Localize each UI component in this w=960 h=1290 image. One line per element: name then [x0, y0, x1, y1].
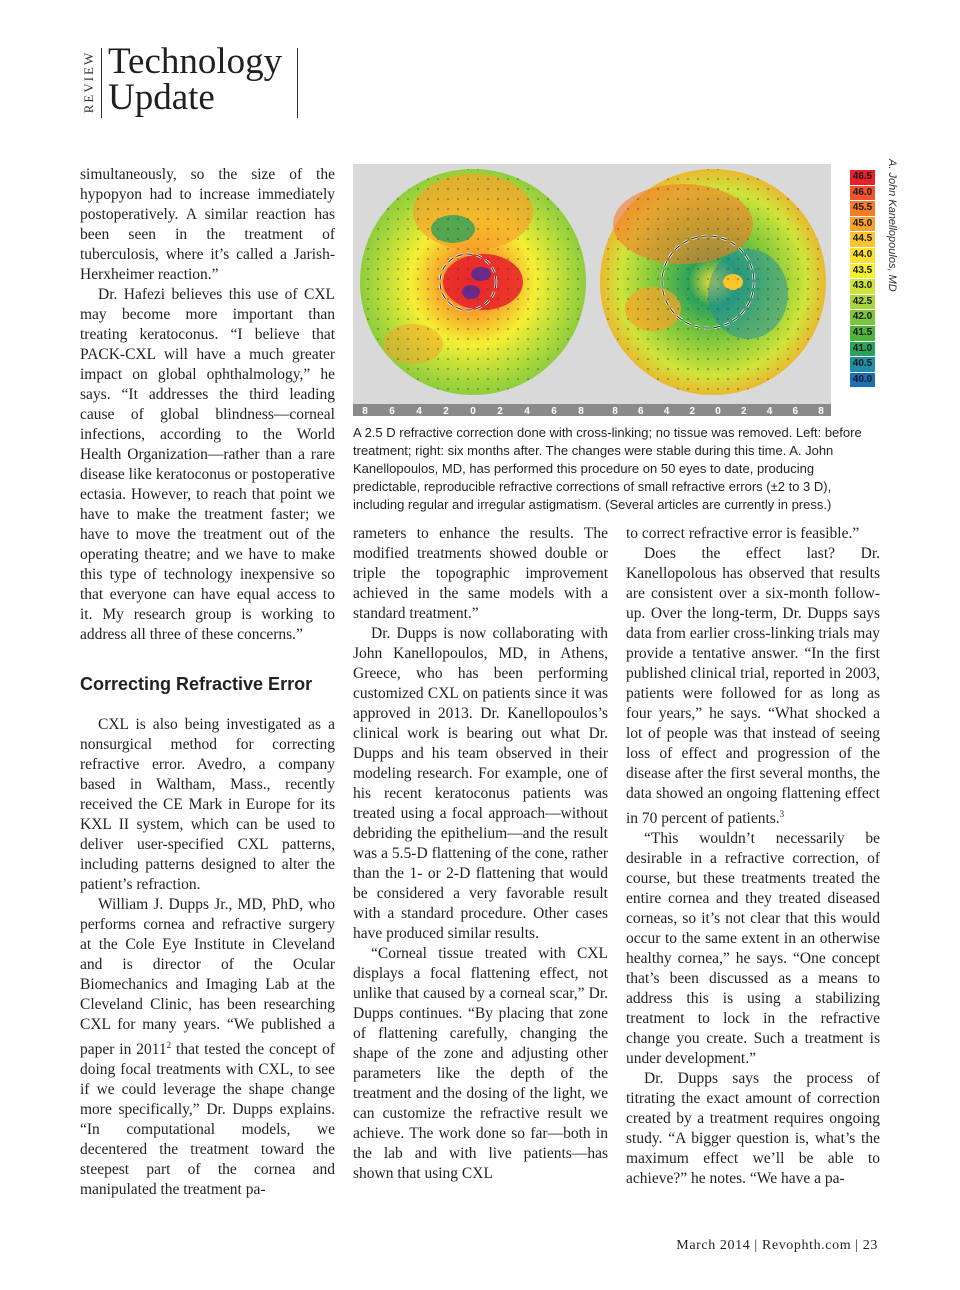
scale-value: 45.5 [850, 201, 875, 217]
paragraph: CXL is also being investigated as a nonsurgical method for correcting refractive error. Avedro, a company based in Waltham, Mass., recently received the CE Mark in Europe for its KXL II system, which can be used to deliver user-specified CXL patterns, including patterns designed to alter the patient’s refraction. [80, 716, 335, 893]
reference-superscript: 3 [779, 809, 785, 819]
paragraph: William J. Dupps Jr., MD, PhD, who performs cornea and refractive surgery at the Cole Eye Institute in Cleveland and is director of the Ocular Biomechanics and Imaging Lab at the Cleveland Clinic, has been researching CXL for many years. “We published a paper in 2011$^2$ that tested the concept of doing focal treatments with CXL, to see if we could leverage the shape change more specifically,” Dr. Dupps explains. “In computational models, we decentered the treatment toward the steepest part of the cornea and manipulated the treatment pa- [80, 896, 335, 1199]
color-scale-legend [850, 170, 875, 388]
axis-tick-label: 0 [715, 406, 721, 416]
column-3 [626, 524, 880, 1189]
axis-tick-label: 2 [740, 406, 747, 416]
axis-tick-label: 2 [443, 406, 449, 416]
scale-value: 40.0 [850, 373, 875, 389]
photo-credit: A. John Kanellopoulos, MD [886, 159, 898, 292]
scale-value: 41.5 [850, 326, 875, 342]
scale-value: 44.0 [850, 248, 875, 264]
paragraph: Does the effect last? Dr. Kanellopolous has observed that results are consistent over a six-month follow-up. Over the long-term, Dr. Dupps says data from earlier cross-linking trials may provide a tentative answer. “In the first published clinical trial, reported in 2003, patients were followed for as long as four years,” he says. “What shocked a lot of people was that instead of seeing loss of effect and progression of the disease after the first several months, the data showed an ongoing flattening effect in 70 percent of patients.$^3$ [626, 545, 880, 828]
department-title-line2: Update [108, 77, 215, 118]
column-1 [80, 165, 335, 1200]
paragraph: simultaneously, so the size of the hypopyon had to increase immediately postoperatively. A similar reaction has been seen in the treatment of tuberculosis, where it’s called a Jarish-Herxheimer reaction.” [80, 166, 335, 283]
topography-figure [353, 164, 881, 426]
map-before [360, 169, 586, 395]
axis-tick-label: 4 [766, 406, 773, 416]
scale-value: 41.0 [850, 342, 875, 358]
paragraph: Dr. Hafezi believes this use of CXL may become more important than treating keratoconus. “I believe that PACK-CXL will have a much greater impact on global ophthalmology,” he says. “It addresses the third leading cause of global blindness—corneal infections, according to the World Health Organization—rather than a rare disease like keratoconus or postoperative ectasia. However, to reach that point we have to make the treatment faster; we have to move the treatment out of the operating theatre; and we have to make this type of technology inexpensive so that everyone can have equal access to it. My research group is working to address all three of these concerns.” [80, 286, 335, 643]
paragraph: to correct refractive error is feasible.” [626, 525, 860, 542]
scale-value: 42.0 [850, 310, 875, 326]
map-after [600, 169, 826, 395]
department-title [108, 41, 283, 118]
scale-value: 45.0 [850, 217, 875, 233]
page-footer: March 2014 | Revophth.com | 23 [676, 1238, 878, 1253]
axis-tick-label: 8 [578, 406, 584, 416]
reference-superscript: 2 [166, 1040, 172, 1050]
scale-value: 46.0 [850, 186, 875, 202]
axis-tick-label: 6 [389, 406, 395, 416]
axis-tick-label: 2 [497, 406, 503, 416]
paragraph: “Corneal tissue treated with CXL displays a focal flattening effect, not unlike that caused by a corneal scar,” Dr. Dupps continues. “By placing that zone of flattening carefully, changing the shape of the zone and adjusting other parameters like the depth of the treatment and the dosing of the light, we can customize the refractive result we achieve. The work done so far—both in the lab and with live patients—has shown that using CXL [353, 945, 608, 1182]
scale-value: 44.5 [850, 232, 875, 248]
paragraph: Dr. Dupps says the process of titrating the exact amount of correction created by a treatment requires ongoing study. “A bigger question is, what’s the maximum effect we’ll be able to achieve?” he notes. “We have a pa- [626, 1070, 880, 1188]
axis-tick-label: 4 [416, 406, 422, 416]
header-rule-right [297, 48, 298, 118]
figure-caption: A 2.5 D refractive correction done with cross-linking; no tissue was removed. Left: before treatment; right: six months after. The changes were stable during this time. A. John Kanellopoulos, MD, has performed this procedure on 50 eyes to date, producing predictable, reproducible refractive corrections of small refractive errors (±2 to 3 D), including regular and irregular astigmatism. (Several articles are currently in press.) [353, 425, 862, 512]
paragraph: rameters to enhance the results. The modified treatments showed double or triple the topographic improvement achieved in the same models with a standard treatment.” [353, 525, 608, 622]
axis-tick-label: 8 [612, 406, 618, 416]
axis-tick-label: 2 [689, 406, 696, 416]
paragraph: Dr. Dupps is now collaborating with John Kanellopoulos, MD, in Athens, Greece, who has been performing customized CXL on patients since it was approved in 2013. Dr. Kanellopoulos’s clinical work is bearing out what Dr. Dupps and his team observed in their modeling research. For example, one of his recent keratoconus patients was treated using a focal approach—without debriding the epithelium—and the result was a 5.5-D flattening of the cone, rather than the 1- or 2-D flattening that would be considered a very favorable result with a standard procedure. Other cases have produced similar results. [353, 625, 608, 942]
axis-tick-label: 4 [663, 406, 670, 416]
department-title-line1: Technology [108, 41, 283, 82]
scale-value: 43.5 [850, 264, 875, 280]
topography-maps [353, 164, 831, 416]
scale-value: 43.0 [850, 279, 875, 295]
axis-tick-label: 8 [362, 406, 368, 416]
section-label: REVIEW [81, 50, 96, 114]
axis-tick-label: 0 [470, 406, 476, 416]
scale-value: 42.5 [850, 295, 875, 311]
paragraph: “This wouldn’t necessarily be desirable in a refractive correction, of course, but these treatments treated the entire cornea and they treated diseased corneas, so it’s not clear that this would occur to the same extent in an otherwise healthy cornea,” he says. “One concept that’s been discussed as a means to address this is using a stabilizing treatment to lock in the refractive change you create. Such a treatment is under development.” [626, 830, 880, 1068]
scale-value: 46.5 [850, 170, 875, 186]
column-2 [353, 524, 608, 1184]
axis-tick-label: 4 [524, 406, 530, 416]
section-subhead: Correcting Refractive Error [80, 674, 313, 694]
header-rule-left [101, 48, 102, 118]
axis-tick-label: 6 [551, 406, 557, 416]
scale-value: 40.5 [850, 357, 875, 373]
axis-tick-label: 8 [818, 406, 824, 416]
axis-tick-label: 6 [637, 406, 644, 416]
axis-tick-label: 6 [792, 406, 799, 416]
